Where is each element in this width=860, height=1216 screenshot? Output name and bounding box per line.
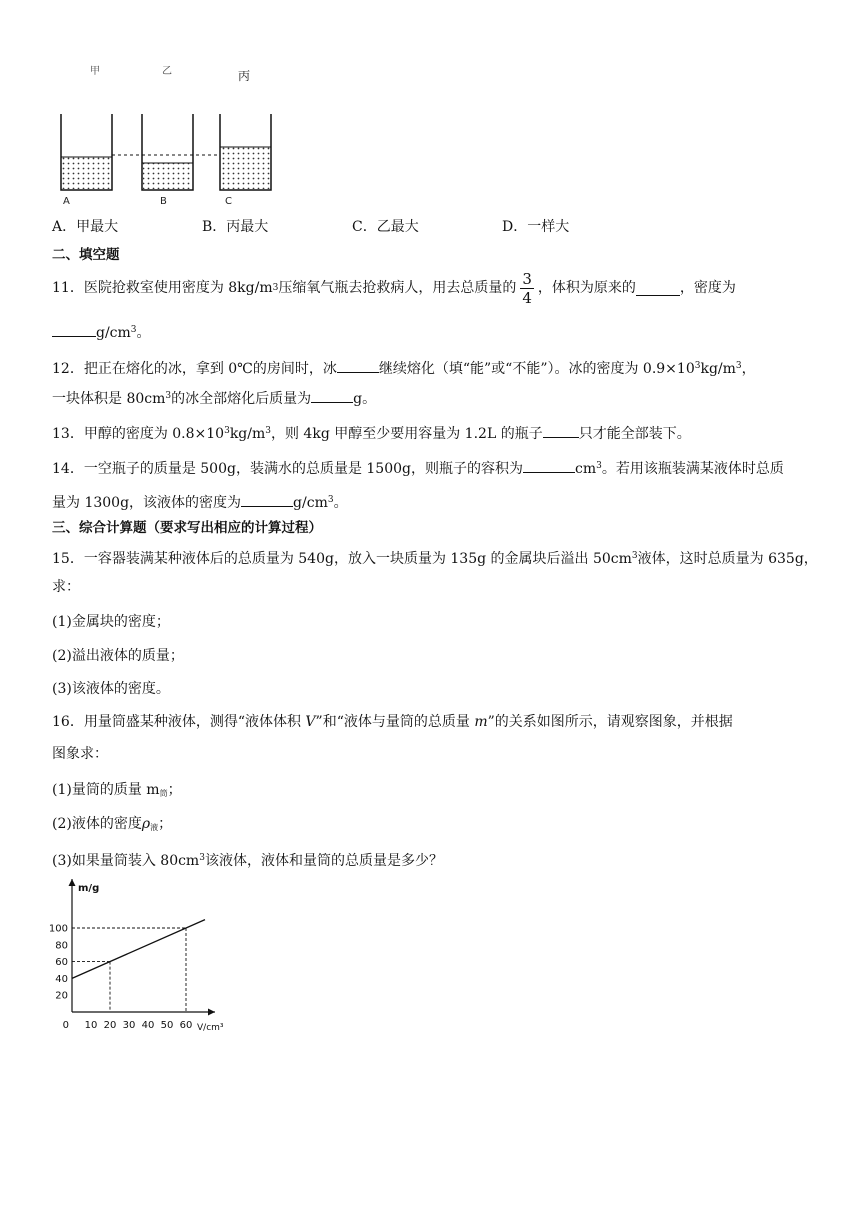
beaker-b bbox=[142, 114, 193, 190]
q13-line1 bbox=[52, 421, 691, 444]
q16-sub2-subscript: 液 bbox=[150, 823, 159, 832]
q11-blank-2[interactable] bbox=[52, 322, 96, 337]
q14-line2 bbox=[52, 490, 348, 513]
q12-line1: 12．把正在熔化的冰，拿到 0℃的房间时，冰 继续熔化（填“能”或“不能”）。冰的密度为 $0.9\times 10^3kg/m^3$， bbox=[52, 356, 756, 379]
q12-text-5: 的冰全部熔化后质量为 bbox=[171, 391, 312, 407]
beaker-c bbox=[220, 114, 271, 190]
x-axis-label: V/cm³ bbox=[197, 1023, 224, 1033]
q14-text-2: cm bbox=[575, 461, 597, 477]
x-tick-label: 60 bbox=[179, 1020, 193, 1031]
q11-line2 bbox=[52, 320, 151, 343]
beaker-label-a: A bbox=[63, 196, 70, 207]
semicolon: ； bbox=[167, 782, 182, 798]
x-tick-label: 30 bbox=[122, 1020, 136, 1031]
q13-text-3: ，则 4kg 甲醇至少要用容量为 1.2L 的瓶子 bbox=[270, 426, 543, 442]
q12-text-4: 一块体积是 80cm bbox=[52, 391, 166, 407]
beaker-a bbox=[61, 114, 112, 190]
q11-blank-1[interactable] bbox=[636, 281, 680, 296]
q16-sub3-text-1: (3)如果量筒装入 80cm bbox=[52, 853, 200, 869]
q13-text-2: kg/m bbox=[229, 426, 266, 442]
q15-sub3: (3)该液体的密度。 bbox=[52, 681, 170, 697]
q12-text-1: 12．把正在熔化的冰，拿到 0℃的房间时，冰 bbox=[52, 361, 337, 377]
q14-unit: g/cm bbox=[293, 495, 328, 511]
q15-sub2: (2)溢出液体的质量； bbox=[52, 648, 184, 664]
sup-3: 3 bbox=[130, 325, 137, 335]
y-tick-label: 20 bbox=[55, 990, 68, 1002]
q12-blank-1[interactable] bbox=[337, 358, 379, 373]
q16-sub1-subscript: 筒 bbox=[159, 789, 168, 798]
q16-sub3 bbox=[52, 848, 443, 871]
q14-text-3: 。若用该瓶装满某液体时总质 bbox=[601, 461, 784, 477]
x-tick-label: 20 bbox=[103, 1020, 117, 1031]
q11-text-4: ，密度为 bbox=[679, 280, 736, 296]
q12-blank-2[interactable] bbox=[311, 388, 353, 403]
q13-text-4: 只才能全部装下。 bbox=[578, 426, 691, 442]
q16-sub2 bbox=[52, 814, 172, 838]
mass-volume-chart bbox=[48, 875, 252, 1035]
q16-line2: 图象求： bbox=[52, 746, 108, 762]
beaker-label-yi: 乙 bbox=[162, 66, 172, 77]
sup-3: 3 bbox=[224, 426, 230, 436]
q16-sub1 bbox=[52, 780, 182, 804]
q12-text-2: 继续熔化（填“能”或“不能”）。冰的密度为 0.9×10 bbox=[378, 361, 695, 377]
q14-blank-2[interactable] bbox=[241, 492, 293, 507]
q12-line2 bbox=[52, 386, 376, 409]
q10-option-a: A．甲最大 bbox=[52, 219, 119, 235]
x-tick-label: 10 bbox=[84, 1020, 98, 1031]
sup-3: 3 bbox=[265, 426, 271, 436]
q16-text-1: 16．用量筒盛某种液体，测得“液体体积 bbox=[52, 714, 306, 730]
q15-text-2: 液体，这时总质量为 635g， bbox=[637, 551, 818, 567]
q11-text-1: 11．医院抢救室使用密度为 8kg/m bbox=[52, 280, 273, 296]
y-axis-label: m/g bbox=[78, 883, 100, 894]
q14-text-4: 量为 1300g，该液体的密度为 bbox=[52, 495, 242, 511]
q16-sub1-text: (1)量筒的质量 m bbox=[52, 782, 160, 798]
q13-text-1: 13．甲醇的密度为 0.8×10 bbox=[52, 426, 225, 442]
semicolon: ； bbox=[158, 816, 173, 832]
beaker-figure bbox=[52, 62, 277, 212]
q13-blank[interactable] bbox=[543, 423, 579, 438]
q15-sub1: (1)金属块的密度； bbox=[52, 614, 170, 630]
x-tick-label: 40 bbox=[141, 1020, 155, 1031]
sup-3: 3 bbox=[199, 853, 205, 863]
fraction-numerator: 3 bbox=[522, 269, 532, 288]
fraction-denominator: 4 bbox=[522, 288, 532, 307]
sup-3: 3 bbox=[596, 461, 602, 471]
q16-line1 bbox=[52, 712, 733, 732]
q16-sub3-text-2: 该液体，液体和量筒的总质量是多少？ bbox=[204, 853, 443, 869]
q11-line1 bbox=[52, 269, 736, 307]
period: 。 bbox=[136, 325, 151, 341]
q10-option-b: B．丙最大 bbox=[202, 219, 269, 235]
beaker-label-c: C bbox=[225, 196, 232, 207]
q12-text-3: kg/m bbox=[700, 361, 736, 377]
y-tick-label: 40 bbox=[55, 973, 68, 985]
sup-3: 3 bbox=[165, 391, 172, 401]
y-tick-label: 100 bbox=[48, 923, 68, 935]
q12-text-6: g。 bbox=[353, 391, 377, 407]
q11-text-2: 压缩氧气瓶去抢救病人，用去总质量的 bbox=[278, 280, 517, 296]
sup-3: 3 bbox=[735, 361, 742, 371]
q16-m-symbol: m bbox=[474, 714, 488, 730]
q14-blank-1[interactable] bbox=[523, 458, 575, 473]
y-tick-label: 60 bbox=[55, 957, 68, 969]
fraction-three-quarters bbox=[520, 270, 534, 307]
q14-line1 bbox=[52, 456, 784, 479]
x-tick-label: 0 bbox=[62, 1020, 69, 1031]
beaker-label-b: B bbox=[160, 196, 167, 207]
sup-3: 3 bbox=[272, 283, 279, 293]
q15-line1 bbox=[52, 546, 818, 569]
q10-option-d: D．一样大 bbox=[502, 219, 570, 235]
section2-heading: 二、填空题 bbox=[52, 247, 120, 263]
x-tick-label: 50 bbox=[160, 1020, 174, 1031]
q16-v-symbol: V bbox=[305, 714, 316, 730]
rho-symbol: ρ bbox=[141, 816, 151, 832]
period: 。 bbox=[333, 495, 348, 511]
sup-3: 3 bbox=[694, 361, 701, 371]
q15-line2: 求： bbox=[52, 579, 80, 595]
q11-text-3: ，体积为原来的 bbox=[537, 280, 636, 296]
section3-heading: 三、综合计算题（要求写出相应的计算过程） bbox=[52, 520, 322, 536]
q16-text-2: ”和“液体与量筒的总质量 bbox=[315, 714, 475, 730]
sup-3: 3 bbox=[327, 495, 334, 505]
q11-unit: g/cm bbox=[96, 325, 131, 341]
q16-text-3: ”的关系如图所示，请观察图象，并根据 bbox=[487, 714, 733, 730]
q14-text-1: 14．一空瓶子的质量是 500g，装满水的总质量是 1500g，则瓶子的容积为 bbox=[52, 461, 523, 477]
y-tick-label: 80 bbox=[55, 940, 68, 952]
q16-sub2-text: (2)液体的密度 bbox=[52, 816, 142, 832]
q15-text-1: 15．一容器装满某种液体后的总质量为 540g，放入一块质量为 135g 的金属块后溢出 50cm bbox=[52, 551, 632, 567]
q10-option-c: C．乙最大 bbox=[352, 219, 419, 235]
beaker-label-jia: 甲 bbox=[90, 66, 100, 77]
sup-3: 3 bbox=[631, 551, 638, 561]
beaker-label-bing: 丙 bbox=[238, 69, 251, 83]
